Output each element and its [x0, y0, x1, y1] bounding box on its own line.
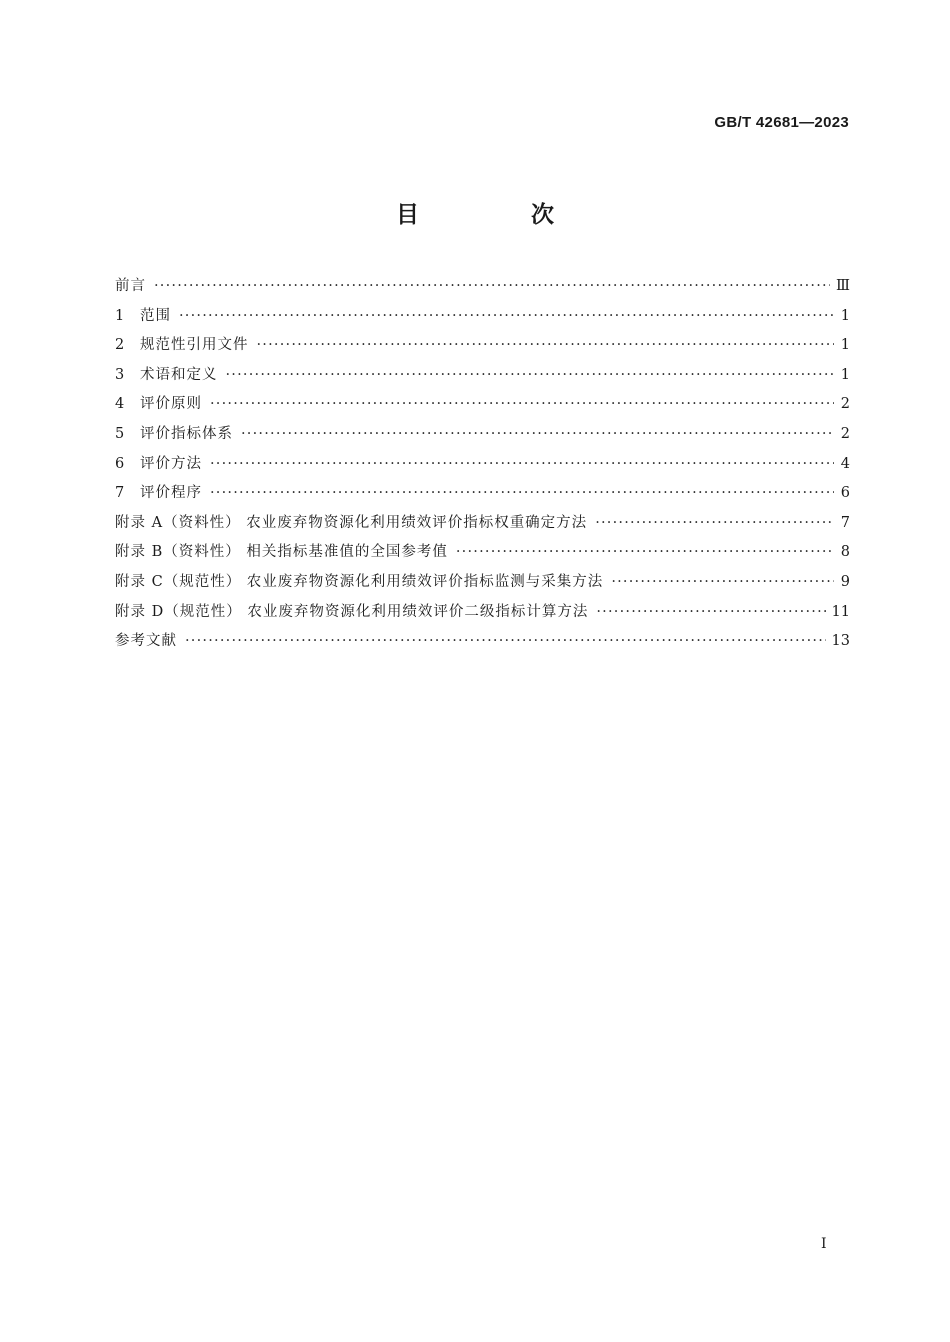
toc-section-number: 5 — [115, 425, 125, 442]
toc-leader-dots — [226, 361, 835, 391]
toc-label: 规范性引用文件 — [140, 337, 249, 354]
toc-label: 附录 C（规范性） 农业废弃物资源化利用绩效评价指标监测与采集方法 — [115, 573, 604, 590]
toc-leader-dots — [185, 627, 826, 657]
toc-page-number: 1 — [840, 366, 850, 383]
toc-leader-dots — [210, 450, 834, 480]
toc-page-number: 13 — [831, 633, 850, 650]
toc-leader-dots — [210, 390, 834, 420]
toc-label: 附录 D（规范性） 农业废弃物资源化利用绩效评价二级指标计算方法 — [115, 603, 589, 620]
toc-entry-principles[interactable] — [115, 390, 850, 420]
page-title: 目 次 — [395, 202, 606, 228]
toc-leader-dots — [154, 272, 830, 302]
toc-page-number: 2 — [840, 396, 850, 413]
toc-leader-dots — [179, 302, 834, 332]
toc-label: 评价方法 — [140, 455, 202, 472]
toc-page-number: 2 — [840, 425, 850, 442]
toc-page-number: 8 — [840, 544, 850, 561]
toc-entry-normative-references[interactable] — [115, 331, 850, 361]
toc-leader-dots — [611, 568, 834, 598]
footer-page-number: Ⅰ — [821, 1236, 827, 1252]
toc-page-number: 1 — [840, 307, 850, 324]
toc-section-number: 1 — [115, 307, 125, 324]
toc-section-number: 6 — [115, 455, 125, 472]
toc-label: 评价指标体系 — [140, 425, 233, 442]
toc-leader-dots — [595, 509, 834, 539]
toc-label: 附录 B（资料性） 相关指标基准值的全国参考值 — [115, 544, 448, 561]
toc-label: 术语和定义 — [140, 366, 218, 383]
toc-entry-indicator-system[interactable] — [115, 420, 850, 450]
toc-page-number: 9 — [840, 573, 850, 590]
toc-entry-scope[interactable] — [115, 302, 850, 332]
toc-section-number: 4 — [115, 396, 125, 413]
toc-leader-dots — [257, 331, 835, 361]
toc-leader-dots — [210, 479, 834, 509]
toc-entry-preface[interactable] — [115, 272, 850, 302]
toc-entry-terms[interactable] — [115, 361, 850, 391]
toc-label: 评价原则 — [140, 396, 202, 413]
toc-section-number: 7 — [115, 485, 125, 502]
toc-page-number: 4 — [840, 455, 850, 472]
toc-label: 评价程序 — [140, 485, 202, 502]
toc-entry-appendix-b[interactable] — [115, 538, 850, 568]
toc-label: 附录 A（资料性） 农业废弃物资源化利用绩效评价指标权重确定方法 — [115, 514, 588, 531]
toc-label: 范围 — [140, 307, 171, 324]
toc-label: 前言 — [115, 278, 146, 294]
toc-page-number: 6 — [840, 485, 850, 502]
toc-page-number: Ⅲ — [836, 278, 850, 294]
toc-page-number: 1 — [840, 337, 850, 354]
toc-entry-appendix-a[interactable] — [115, 509, 850, 539]
toc-section-number: 2 — [115, 337, 125, 354]
standard-code: GB/T 42681—2023 — [714, 114, 849, 131]
toc-section-number: 3 — [115, 366, 125, 383]
toc-entry-appendix-c[interactable] — [115, 568, 850, 598]
table-of-contents — [115, 272, 850, 657]
toc-entry-bibliography[interactable] — [115, 627, 850, 657]
toc-entry-methods[interactable] — [115, 450, 850, 480]
toc-entry-appendix-d[interactable] — [115, 598, 850, 628]
toc-page-number: 11 — [831, 603, 850, 620]
toc-leader-dots — [596, 598, 825, 628]
toc-label: 参考文献 — [115, 633, 177, 650]
toc-leader-dots — [456, 538, 834, 568]
toc-page-number: 7 — [840, 514, 850, 531]
toc-entry-procedure[interactable] — [115, 479, 850, 509]
toc-leader-dots — [241, 420, 834, 450]
